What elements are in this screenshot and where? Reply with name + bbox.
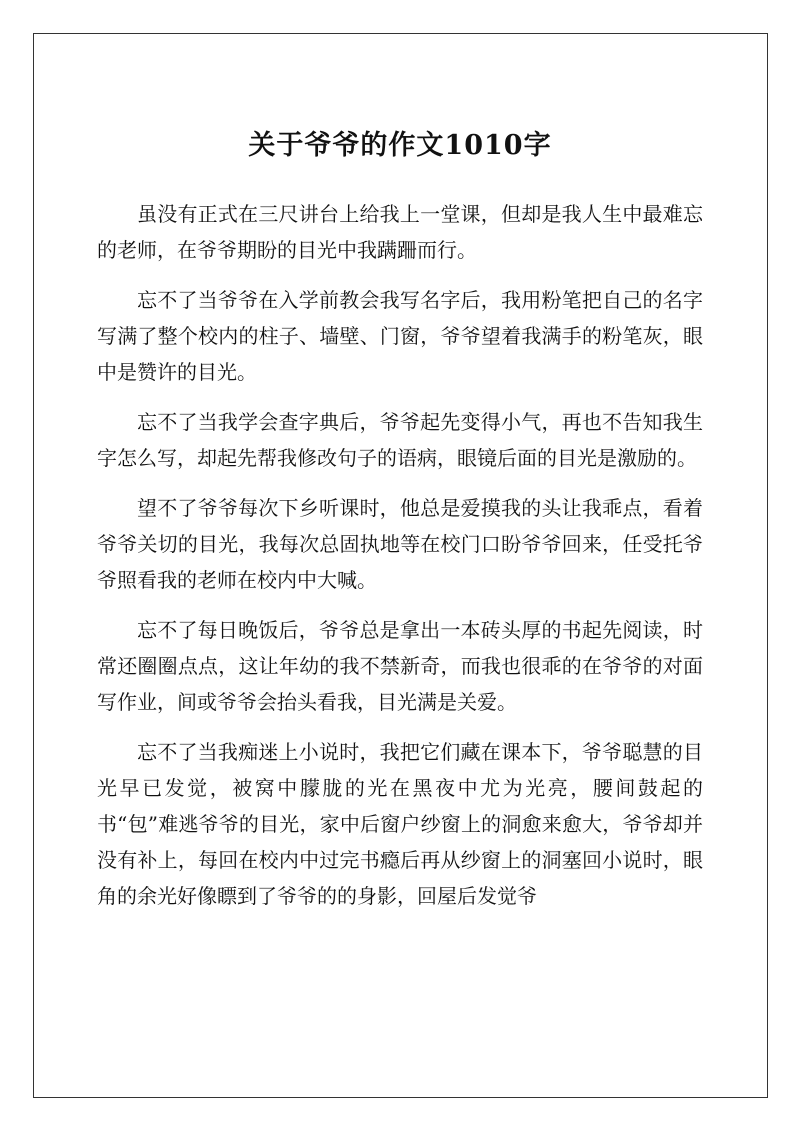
paragraph: 虽没有正式在三尺讲台上给我上一堂课，但却是我人生中最难忘的老师，在爷爷期盼的目光中我蹒跚而行。 bbox=[97, 202, 703, 262]
paragraph: 忘不了当我痴迷上小说时，我把它们藏在课本下，爷爷聪慧的目光早已发觉，被窝中朦胧的光在黑夜中尤为光亮，腰间鼓起的书“包”难逃爷爷的目光，家中后窗户纱窗上的洞愈来愈大，爷爷却并没有补上，每回在校内中过完书瘾后再从纱窗上的洞塞回小说时，眼角的余光好像瞟到了爷爷的的身影，回屋后发觉爷 bbox=[97, 740, 703, 908]
paragraph: 忘不了当我学会查字典后，爷爷起先变得小气，再也不告知我生字怎么写，却起先帮我修改句子的语病，眼镜后面的目光是激励的。 bbox=[97, 410, 703, 470]
paragraph: 忘不了当爷爷在入学前教会我写名字后，我用粉笔把自己的名字写满了整个校内的柱子、墙壁、门窗，爷爷望着我满手的粉笔灰，眼中是赞许的目光。 bbox=[97, 288, 703, 384]
paragraph: 忘不了每日晚饭后，爷爷总是拿出一本砖头厚的书起先阅读，时常还圈圈点点，这让年幼的我不禁新奇，而我也很乖的在爷爷的对面写作业，间或爷爷会抬头看我，目光满是关爱。 bbox=[97, 618, 703, 714]
document-title: 关于爷爷的作文1010字 bbox=[248, 130, 552, 161]
paragraph: 望不了爷爷每次下乡听课时，他总是爱摸我的头让我乖点，看着爷爷关切的目光，我每次总固执地等在校门口盼爷爷回来，任受托爷爷照看我的老师在校内中大喊。 bbox=[97, 496, 703, 592]
document-body bbox=[97, 196, 703, 928]
